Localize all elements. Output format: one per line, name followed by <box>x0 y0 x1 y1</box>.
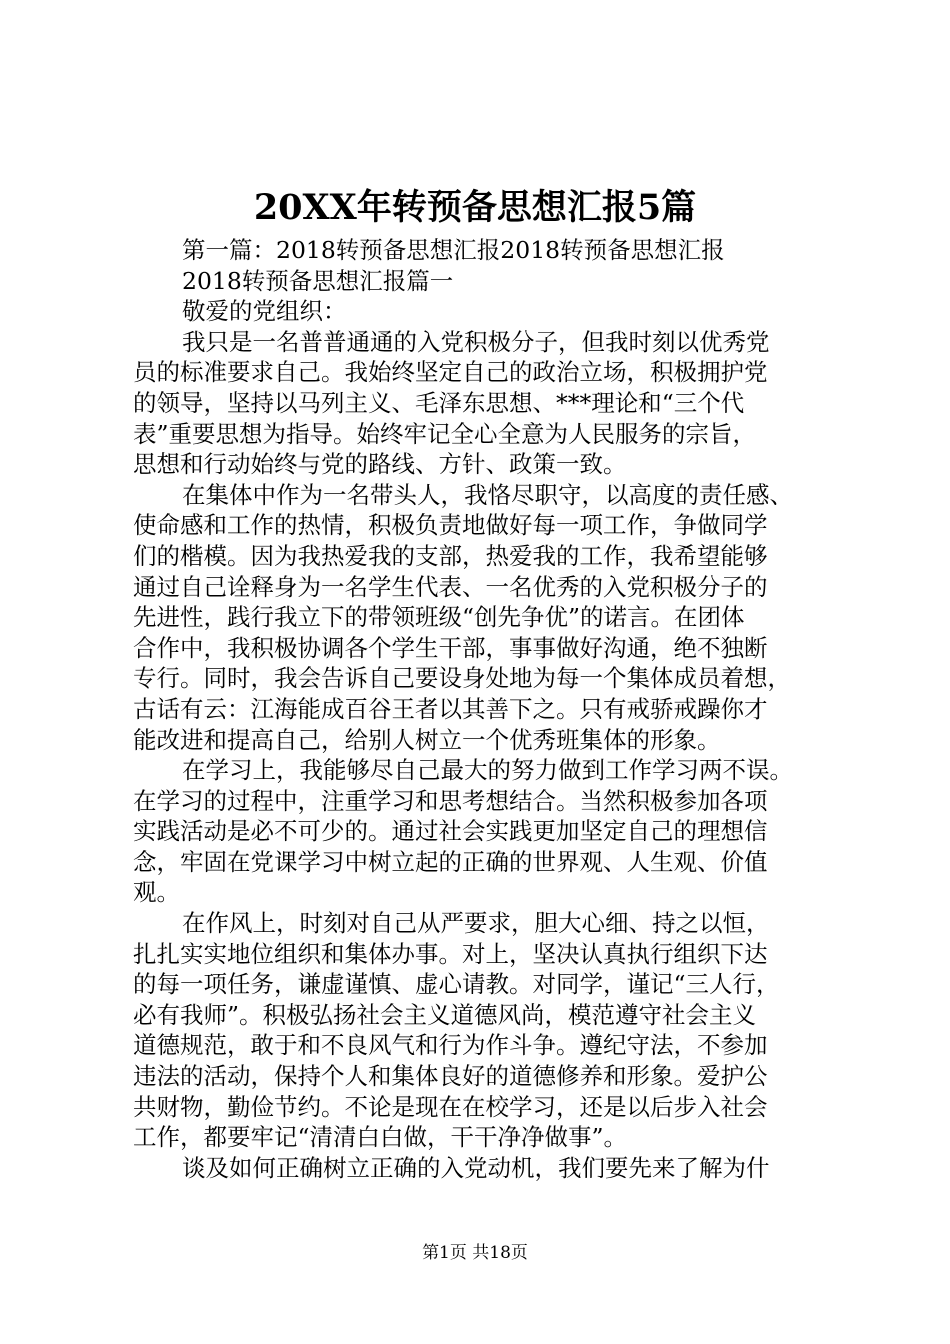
paragraph-line: 在学习上，我能够尽自己最大的努力做到工作学习两不误。 <box>182 756 793 785</box>
paragraph-line: 思想和行动始终与党的路线、方针、政策一致。 <box>133 450 627 479</box>
paragraph-line: 扎扎实实地位组织和集体办事。对上，坚决认真执行组织下达 <box>133 939 768 968</box>
paragraph-line: 在作风上，时刻对自己从严要求，胆大心细、持之以恒， <box>182 909 770 938</box>
paragraph-line: 合作中，我积极协调各个学生干部，事事做好沟通，绝不独断 <box>133 633 768 662</box>
paragraph-line: 们的楷模。因为我热爱我的支部，热爱我的工作，我希望能够 <box>133 541 768 570</box>
paragraph-line: 谈及如何正确树立正确的入党动机，我们要先来了解为什 <box>182 1153 770 1182</box>
paragraph-line: 必有我师”。积极弘扬社会主义道德风尚，模范遵守社会主义 <box>133 1000 757 1029</box>
paragraph-line: 先进性，践行我立下的带领班级“创先争优”的诺言。在团体 <box>133 603 745 632</box>
page-footer: 第1页 共18页 <box>422 1243 528 1263</box>
paragraph-line: 观。 <box>133 878 180 907</box>
paragraph-line: 2018转预备思想汇报篇一 <box>182 266 454 295</box>
paragraph-line: 敬爱的党组织： <box>182 297 347 326</box>
paragraph-line: 念，牢固在党课学习中树立起的正确的世界观、人生观、价值 <box>133 847 768 876</box>
paragraph-line: 表”重要思想为指导。始终牢记全心全意为人民服务的宗旨， <box>133 419 757 448</box>
document-title: 20XX年转预备思想汇报5篇 <box>253 187 697 228</box>
paragraph-line: 的领导，坚持以马列主义、毛泽东思想、***理论和“三个代 <box>133 388 745 417</box>
paragraph-line: 能改进和提高自己，给别人树立一个优秀班集体的形象。 <box>133 725 721 754</box>
paragraph-line: 通过自己诠释身为一名学生代表、一名优秀的入党积极分子的 <box>133 572 768 601</box>
paragraph-line: 我只是一名普普通通的入党积极分子，但我时刻以优秀党 <box>182 327 770 356</box>
paragraph-line: 的每一项任务，谦虚谨慎、虚心请教。对同学，谨记“三人行， <box>133 970 780 999</box>
paragraph-line: 工作，都要牢记“清清白白做，干干净净做事”。 <box>133 1123 628 1152</box>
paragraph-line: 专行。同时，我会告诉自己要设身处地为每一个集体成员着想， <box>133 664 791 693</box>
paragraph-line: 道德规范，敢于和不良风气和行为作斗争。遵纪守法，不参加 <box>133 1031 768 1060</box>
document-body <box>133 235 833 1183</box>
paragraph-line: 共财物，勤俭节约。不论是现在在校学习，还是以后步入社会 <box>133 1092 768 1121</box>
paragraph-line: 在集体中作为一名带头人，我恪尽职守，以高度的责任感、 <box>182 480 793 509</box>
paragraph-line: 实践活动是必不可少的。通过社会实践更加坚定自己的理想信 <box>133 817 768 846</box>
paragraph-line: 使命感和工作的热情，积极负责地做好每一项工作，争做同学 <box>133 511 768 540</box>
paragraph-line: 违法的活动，保持个人和集体良好的道德修养和形象。爱护公 <box>133 1062 768 1091</box>
paragraph-line: 在学习的过程中，注重学习和思考想结合。当然积极参加各项 <box>133 786 768 815</box>
paragraph-line: 古话有云：江海能成百谷王者以其善下之。只有戒骄戒躁你才 <box>133 694 768 723</box>
paragraph-line: 员的标准要求自己。我始终坚定自己的政治立场，积极拥护党 <box>133 358 768 387</box>
paragraph-line: 第一篇：2018转预备思想汇报2018转预备思想汇报 <box>182 236 725 264</box>
